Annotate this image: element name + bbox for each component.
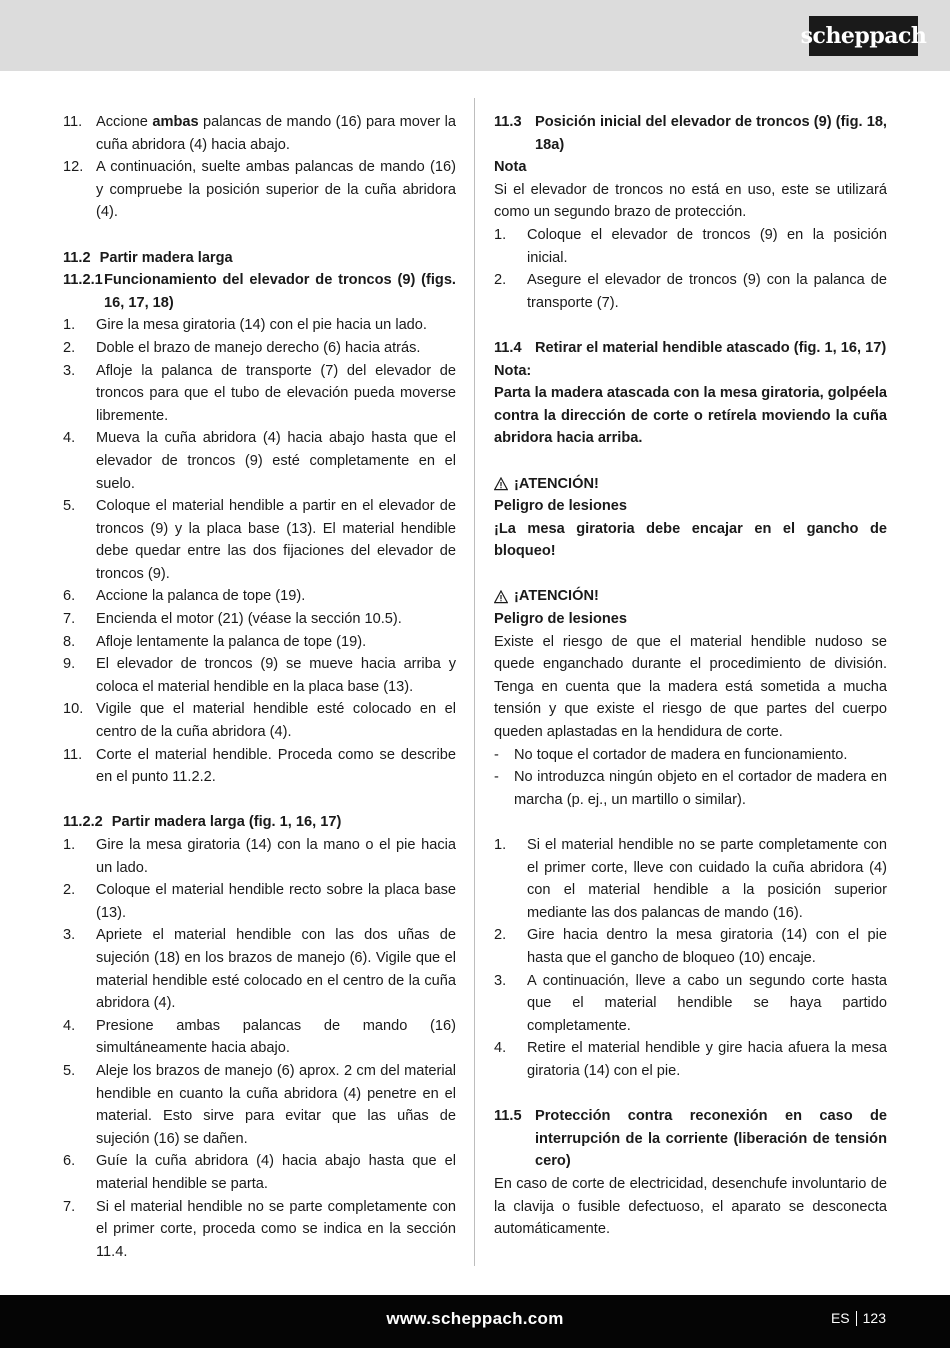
page-number: 123 — [862, 1310, 886, 1326]
list-item: - No toque el cortador de madera en funcionamiento. — [494, 746, 848, 763]
list-item: 2. Doble el brazo de manejo derecho (6) hacia atrás. — [63, 339, 421, 356]
list-item: 2. Gire hacia dentro la mesa giratoria (14) con el pie hasta que el gancho de bloqueo (10) encaje. — [494, 927, 887, 966]
section-heading-11-2: 11.2 Partir madera larga — [63, 249, 233, 266]
note-text: Si el elevador de troncos no está en uso, este se utilizará como un segundo brazo de protección. — [494, 181, 887, 221]
warning-text: Existe el riesgo de que el material hendible nudoso se quede enganchado durante el procedimiento de división. Tenga en cuenta que la madera está sometida a mucha tensión y que existe el riesgo de que partes del cuerpo queden aplastadas en la hendidura de corte. — [494, 633, 887, 741]
list-item: 5. Coloque el material hendible a partir en el elevador de troncos (9) y la placa base (13). El material hendible debe quedar entre las dos fijaciones del elevador de troncos (9). — [63, 498, 456, 582]
list-item: 11. Accione ambas palancas de mando (16) para mover la cuña abridora (4) hacia abajo. — [63, 114, 456, 153]
list-item: 2. Asegure el elevador de troncos (9) con la palanca de transporte (7). — [494, 272, 887, 311]
note-text: Parta la madera atascada con la mesa giratoria, golpéela contra la dirección de corte o retírela moviendo la cuña abridora hacia arriba. — [494, 385, 887, 447]
warning-heading: ¡ATENCIÓN! — [494, 585, 887, 608]
left-column — [63, 111, 456, 1263]
warning-subtitle: Peligro de lesiones — [494, 611, 628, 628]
warning-text: ¡La mesa giratoria debe encajar en el gancho de bloqueo! — [494, 520, 887, 560]
separator — [856, 1311, 857, 1326]
section-heading-11-2-2: 11.2.2 Partir madera larga (fig. 1, 16, 17) — [63, 814, 342, 831]
warning-triangle-icon — [494, 590, 508, 604]
section-heading-11-2-1: 11.2.1 Funcionamiento del elevador de troncos (9) (figs. 16, 17, 18) — [63, 272, 456, 311]
list-item: 7. Encienda el motor (21) (véase la sección 10.5). — [63, 611, 402, 628]
list-item: 6. Guíe la cuña abridora (4) hacia abajo hasta que el material hendible se parta. — [63, 1153, 456, 1192]
column-divider — [474, 98, 475, 1266]
list-item: 1. Gire la mesa giratoria (14) con el pie hacia un lado. — [63, 317, 427, 334]
warning-heading: ¡ATENCIÓN! — [494, 473, 887, 496]
warning-triangle-icon — [494, 477, 508, 491]
list-item: 5. Aleje los brazos de manejo (6) aprox. 2 cm del material hendible en cuanto la cuña abridora (4) penetre en el material. Esto sirve para evitar que las uñas de sujeción (16) se dañen. — [63, 1062, 456, 1147]
warning-dash-list — [494, 744, 887, 812]
section-heading-11-5: 11.5 Protección contra reconexión en caso de interrupción de la corriente (liberación de tensión cero) — [494, 1108, 887, 1170]
list-item: 7. Si el material hendible no se parte completamente con el primer corte, proceda como se indica en la sección 11.4. — [63, 1198, 456, 1260]
list-item: 3. Afloje la palanca de transporte (7) del elevador de troncos para que el tubo de elevación pueda moverse libremente. — [63, 362, 456, 424]
list-item: 4. Retire el material hendible y gire hacia afuera la mesa giratoria (14) con el pie. — [494, 1040, 887, 1079]
list-item: 4. Presione ambas palancas de mando (16) simultáneamente hacia abajo. — [63, 1017, 456, 1057]
list-item: 6. Accione la palanca de tope (19). — [63, 588, 306, 605]
list-item: 12. A continuación, suelte ambas palancas de mando (16) y compruebe la posición superior de la cuña abridora (4). — [63, 159, 456, 221]
list-item: 8. Afloje lentamente la palanca de tope (19). — [63, 633, 367, 650]
list-item: 9. El elevador de troncos (9) se mueve hacia arriba y coloca el material hendible en la placa base (13). — [63, 656, 456, 695]
header-bar — [0, 0, 950, 71]
note-label: Nota — [494, 159, 527, 176]
list-item: 1. Si el material hendible no se parte completamente con el primer corte, lleve con cuidado la cuña abridora (4) con el material hendible a la posición superior mediante las dos palancas de mando (16). — [494, 837, 887, 921]
list-item: 2. Coloque el material hendible recto sobre la placa base (13). — [63, 882, 456, 921]
page-info — [831, 1310, 886, 1326]
list-item: 11. Corte el material hendible. Proceda como se describe en el punto 11.2.2. — [63, 746, 456, 786]
section-text: En caso de corte de electricidad, desenchufe involuntario de la clavija o fusible defectuoso, el aparato se desconecta automáticamente. — [494, 1175, 887, 1238]
website-url: www.scheppach.com — [386, 1309, 564, 1328]
footer-bar — [0, 1295, 950, 1348]
section-heading-11-4: 11.4 Retirar el material hendible atascado (fig. 1, 16, 17) — [494, 339, 887, 356]
list-item: 3. Apriete el material hendible con las dos uñas de sujeción (18) en los brazos de manejo (6). Vigile que el material hendible esté colocado en el centro de la cuña abridora (4). — [63, 927, 456, 1012]
note-label: Nota: — [494, 362, 532, 379]
list-item: 3. A continuación, lleve a cabo un segundo corte hasta que el material hendible se haya partido completamente. — [494, 972, 887, 1034]
list-item: 1. Gire la mesa giratoria (14) con la mano o el pie hacia un lado. — [63, 837, 456, 876]
scheppach-logo: scheppach — [809, 16, 918, 56]
language-code: ES — [830, 1310, 850, 1326]
list-item: 1. Coloque el elevador de troncos (9) en la posición inicial. — [494, 226, 887, 266]
list-item: 4. Mueva la cuña abridora (4) hacia abajo hasta que el elevador de troncos (9) esté completamente en el suelo. — [63, 430, 456, 492]
list-item: - No introduzca ningún objeto en el cortador de madera en marcha (p. ej., un martillo o similar). — [494, 769, 887, 808]
warning-subtitle: Peligro de lesiones — [494, 498, 628, 515]
list-item: 10. Vigile que el material hendible esté colocado en el centro de la cuña abridora (4). — [63, 701, 456, 741]
list-11-2-1 — [63, 314, 456, 788]
list-11-3 — [494, 224, 887, 314]
right-column — [494, 111, 887, 1241]
list-11-2-2 — [63, 834, 456, 1263]
list-11-4 — [494, 834, 887, 1083]
section-heading-11-3: 11.3 Posición inicial del elevador de troncos (9) (fig. 18, 18a) — [494, 114, 887, 153]
